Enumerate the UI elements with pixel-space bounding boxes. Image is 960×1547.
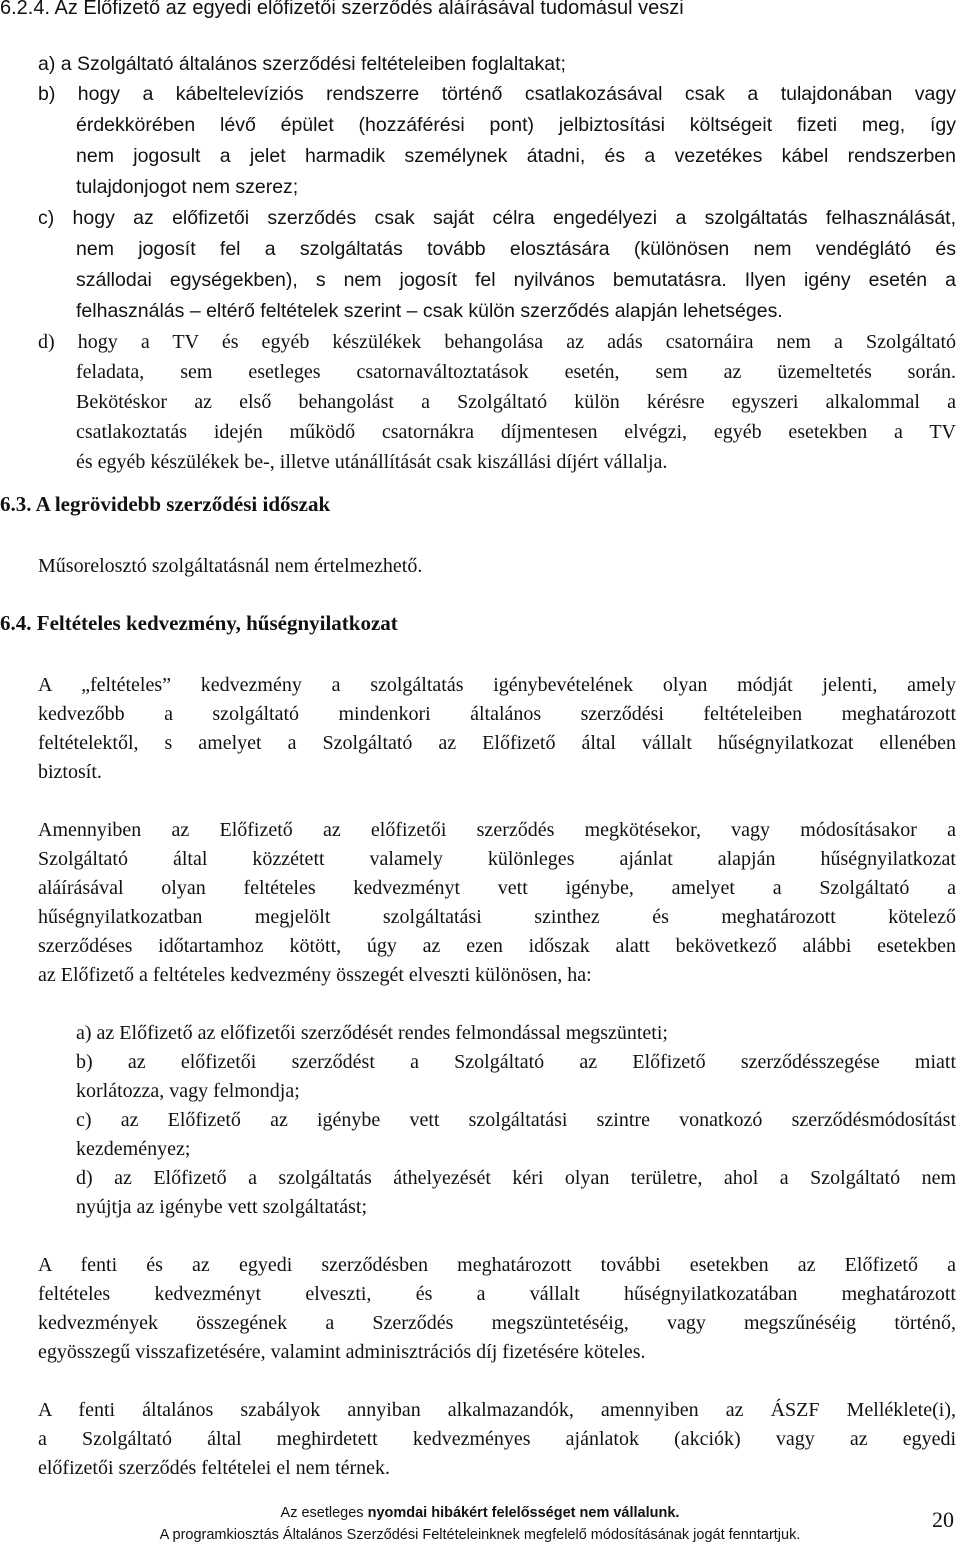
para3-line4: egyösszegű visszafizetésére, valamint adminisztrációs díj fizetésére köteles. [38,1341,646,1363]
para2-line5 [38,932,956,961]
text-line: c) hogy az előfizetői szerződés csak saját célra engedélyezi a szolgáltatás felhasználását, [38,207,956,229]
para2-line2 [38,845,956,874]
para4-line2 [38,1425,956,1454]
para4-line1 [38,1396,956,1425]
text-line: aláírásával olyan feltételes kedvezményt vett igénybe, amelyet a Szolgáltató a [38,877,956,899]
para1-line2 [38,700,956,729]
para4-line3: előfizetői szerződés feltételei el nem térnek. [38,1457,391,1479]
text-line: feltételektől, s amelyet a Szolgáltató az Előfizető által vállalt hűségnyilatkozat ellenében [38,732,956,754]
text-line: b) az előfizetői szerződést a Szolgáltató az Előfizető szerződésszegése miatt [76,1051,956,1073]
cond-item-d-line2: nyújtja az igénybe vett szolgáltatást; [76,1196,368,1218]
text-line: A fenti és az egyedi szerződésben meghatározott további esetekben az Előfizető a [38,1254,956,1276]
text-line: nem jogosult a jelet harmadik személynek átadni, és a vezetékes kábel rendszerben [76,145,956,167]
para2-line6: az Előfizető a feltételes kedvezmény összegét elveszti különösen, ha: [38,964,592,986]
list-item-d-line3 [76,388,956,417]
text-line: szerződéses időtartamhoz kötött, úgy az ezen időszak alatt bekövetkező alábbi esetekben [38,935,956,957]
text-line: A „feltételes” kedvezmény a szolgáltatás igénybevételének olyan módját jelenti, amely [38,674,956,696]
text-line: Szolgáltató által közzétett valamely különleges ajánlat alapján hűségnyilatkozat [38,848,956,870]
list-item-c-line1 [38,204,956,233]
text-line: a Szolgáltató által meghirdetett kedvezményes ajánlatok (akciók) vagy az egyedi [38,1428,956,1450]
para3-line3 [38,1309,956,1338]
footer-disclaimer-bold: nyomdai hibákért felelősséget nem vállalunk. [367,1505,680,1521]
cond-item-c-line2: kezdeményez; [76,1138,191,1160]
list-item-c-line4: felhasználás – eltérő feltételek szerint – csak külön szerződés alapján lehetséges. [76,300,783,322]
list-item-d-line5: és egyéb készülékek be-, illetve utánállítását csak kiszállási díjért vállalja. [76,451,668,473]
para1-line4: biztosít. [38,761,102,783]
section-6-3-text: Műsorelosztó szolgáltatásnál nem értelmezhető. [38,555,423,577]
footer-programming-note: A programkiosztás Általános Szerződési Feltételeinknek megfelelő módosításának jogát fenntartjuk. [159,1527,801,1543]
list-item-d-line4 [76,418,956,447]
para3-line2 [38,1280,956,1309]
text-line: feltételes kedvezményt elveszti, és a vállalt hűségnyilatkozatában meghatározott [38,1283,956,1305]
text-line: érdekkörében lévő épület (hozzáférési pont) jelbiztosítási költségeit fizeti meg, így [76,114,956,136]
para1-line3 [38,729,956,758]
list-item-a: a) a Szolgáltató általános szerződési feltételeiben foglaltakat; [38,53,566,75]
list-item-b-line1 [38,80,956,109]
list-item-d-line2 [76,358,956,387]
text-line: c) az Előfizető az igénybe vett szolgáltatási szintre vonatkozó szerződésmódosítást [76,1109,956,1131]
cond-item-b-line1 [76,1048,956,1077]
text-line: feladata, sem esetleges csatornaváltoztatások esetén, sem az üzemeltetés során. [76,361,956,383]
text-line: szállodai egységekben), s nem jogosít fel nyilvános bemutatásra. Ilyen igény esetén a [76,269,956,291]
text-line: csatlakoztatás idején működő csatornákra díjmentesen elvégzi, egyéb esetekben a TV [76,421,956,443]
cond-item-b-line2: korlátozza, vagy felmondja; [76,1080,300,1102]
section-6-3-heading: 6.3. A legrövidebb szerződési időszak [0,492,331,516]
para3-line1 [38,1251,956,1280]
text-line: A fenti általános szabályok annyiban alkalmazandók, amennyiben az ÁSZF Melléklete(i), [38,1399,956,1421]
footer-disclaimer-prefix: Az esetleges [280,1505,368,1521]
text-line: kedvezmények összegének a Szerződés megszüntetéséig, vagy megszűnéséig történő, [38,1312,956,1334]
para2-line4 [38,903,956,932]
text-line: kedvezőbb a szolgáltató mindenkori általános szerződési feltételeiben meghatározott [38,703,956,725]
page-number: 20 [932,1507,954,1532]
cond-item-d-line1 [76,1164,956,1193]
list-item-b-line3 [76,142,956,171]
list-item-c-line3 [76,266,956,295]
section-6-2-4-title: 6.2.4. Az Előfizető az egyedi előfizetői szerződés aláírásával tudomásul veszi [0,0,684,19]
cond-item-a: a) az Előfizető az előfizetői szerződését rendes felmondással megszünteti; [76,1022,668,1044]
para2-line1 [38,816,956,845]
list-item-c-line2 [76,235,956,264]
footer-disclaimer [0,1505,960,1521]
section-6-4-heading: 6.4. Feltételes kedvezmény, hűségnyilatkozat [0,611,398,635]
list-item-b-line2 [76,111,956,140]
cond-item-c-line1 [76,1106,956,1135]
para2-line3 [38,874,956,903]
text-line: b) hogy a kábeltelevíziós rendszerre történő csatlakozásával csak a tulajdonában vagy [38,83,956,105]
text-line: Bekötéskor az első behangolást a Szolgáltató külön kérésre egyszeri alkalommal a [76,391,956,413]
text-line: d) az Előfizető a szolgáltatás áthelyezését kéri olyan területre, ahol a Szolgáltató nem [76,1167,956,1189]
list-item-b-line4: tulajdonjogot nem szerez; [76,176,299,198]
text-line: d) hogy a TV és egyéb készülékek behangolása az adás csatornáira nem a Szolgáltató [38,331,956,353]
list-item-d-line1 [38,328,956,357]
para1-line1 [38,671,956,700]
text-line: Amennyiben az Előfizető az előfizetői szerződés megkötésekor, vagy módosításakor a [38,819,956,841]
text-line: hűségnyilatkozatban megjelölt szolgáltatási szinthez és meghatározott kötelező [38,906,956,928]
text-line: nem jogosít fel a szolgáltatás tovább elosztására (különösen nem vendéglátó és [76,238,956,260]
